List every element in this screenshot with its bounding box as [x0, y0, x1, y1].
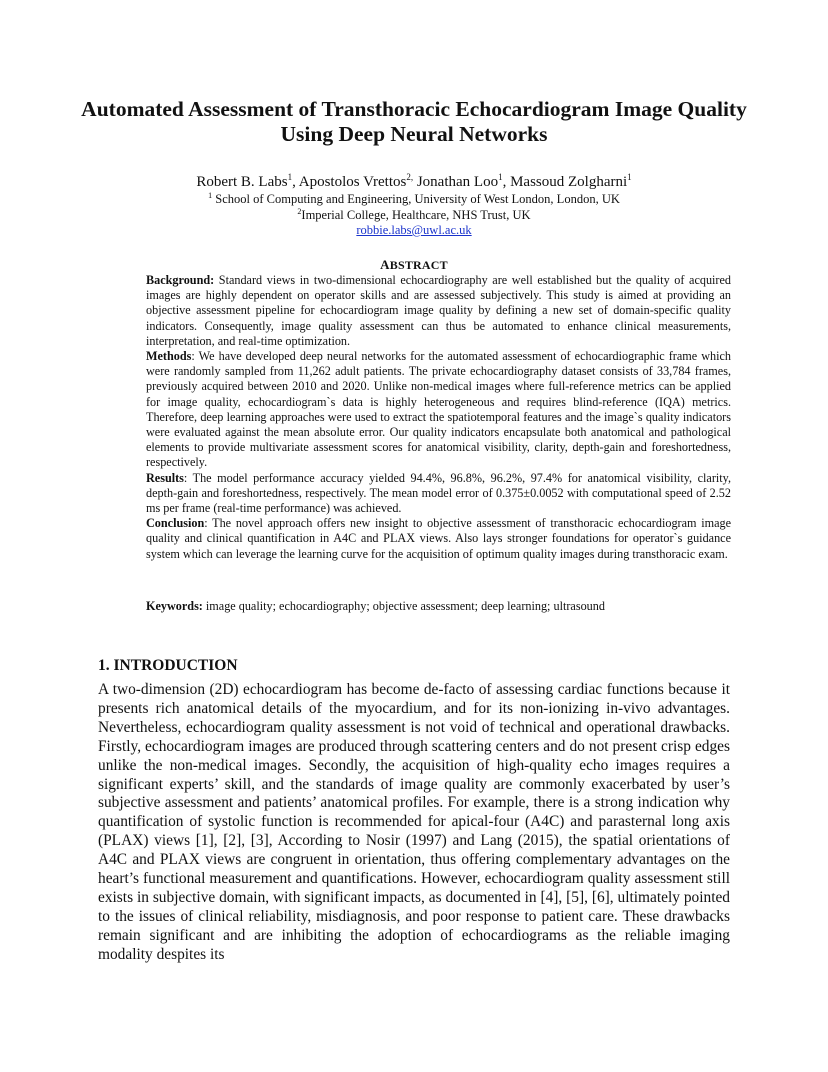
author-name: Apostolos Vrettos: [298, 174, 407, 190]
abstract-label: Methods: [146, 349, 192, 364]
affiliation-text: School of Computing and Engineering, University of West London, London, UK: [212, 192, 620, 206]
author-separator: ,: [502, 174, 511, 190]
affiliation-text: Imperial College, Healthcare, NHS Trust, UK: [301, 208, 531, 222]
section-body-text: A two-dimension (2D) echocardiogram has become de-facto of assessing cardiac functions because it presents rich anatomical details of the myocardium, and for its non-ionizing in-vivo advantages. Nevertheless, echocardiogram quality assessment is not void of technical and operational drawbacks. Firstly, echocardiogram images are produced through scattering centers and do not present crisp edges unlike the non-medical images. Secondly, the acquisition of high-quality echo images requires a significant experts’ skill, and the standards of image quality are commonly exacerbated by user’s subjective assessment and patients’ anatomical profiles. For example, there is a strong indication why quantification of systolic function is recommended for apical-four (A4C) and parasternal long axis (PLAX) views [1], [2], [3], According to Nosir (1997) and Lang (2015), the spatial orientations of A4C and PLAX views are congruent in orientation, thus offering complementary advantages on the heart’s functional measurement and quantifications. However, echocardiogram quality assessment still exists in subjective domain, with significant impacts, as documented in [4], [5], [6], ultimately pointed to the issues of clinical reliability, misdiagnosis, and poor response to patient care. These drawbacks remain significant and are inhibiting the adoption of echocardiograms as the reliable imaging modality despites its: [98, 681, 730, 963]
abstract-text: : The novel approach offers new insight to objective assessment of transthoracic echocardiogram image quality and clinical quantification in A4C and PLAX views. Also lays stronger foundations for operator`s guidance system which can leverage the learning curve for the acquisition of optimum quality images during transthoracic exam.: [146, 516, 731, 561]
author-name: Jonathan Loo: [416, 174, 499, 190]
section-heading: 1. INTRODUCTION: [98, 657, 238, 674]
author-affiliation-mark: 1: [498, 172, 503, 182]
keywords: [146, 599, 731, 614]
abstract-label: Conclusion: [146, 516, 205, 531]
author-name: Robert B. Labs: [196, 174, 288, 190]
abstract-heading-rest: BSTRACT: [389, 258, 448, 272]
affiliation-line: [60, 192, 768, 207]
affiliation-mark: 1: [208, 191, 213, 200]
keywords-text: image quality; echocardiography; objective assessment; deep learning; ultrasound: [202, 599, 605, 613]
abstract-paragraph: [146, 349, 731, 471]
email-line: [60, 223, 768, 238]
author-name: Massoud Zolgharni: [510, 174, 628, 190]
abstract-paragraph: [146, 471, 731, 517]
author-affiliation-mark: 1: [287, 172, 293, 182]
abstract-body: [146, 273, 731, 562]
paper-title: Automated Assessment of Transthoracic Echocardiogram Image Quality Using Deep Neural Networks: [81, 97, 747, 146]
affiliation-line: [60, 208, 768, 223]
keywords-label: Keywords:: [146, 599, 203, 613]
author-affiliation-mark: 2,: [406, 172, 414, 182]
abstract-paragraph: [146, 273, 731, 349]
author-separator: ,: [292, 174, 299, 190]
abstract-label: Background:: [146, 273, 215, 287]
abstract-text: : We have developed deep neural networks for the automated assessment of echocardiographic frame which were randomly sampled from 11,262 adult patients. The private echocardiography dataset consists of 33,784 frames, previously acquired between 2010 and 2020. Unlike non-medical images where full-reference metrics can be applied for image quality, echocardiogram`s data is highly heterogeneous and requires blind-reference (IQA) metrics. Therefore, deep learning approaches were used to extract the spatiotemporal features and the image`s quality indicators were evaluated against the mean absolute error. Our quality indicators encapsulate both anatomical and pathological elements to provide multivariate assessment scores for anatomical visibility, clarity, depth-gain and foreshortedness, respectively.: [146, 349, 731, 470]
abstract-text: Standard views in two-dimensional echocardiography are well established but the quality of acquired images are highly dependent on operator skills and are assessed subjectively. This study is aimed at providing an objective assessment pipeline for echocardiogram image quality by defining a new set of domain-specific quality indicators. Consequently, image quality assessment can thus be automated to enhance clinical measurements, interpretation, and real-time optimization.: [146, 273, 731, 348]
abstract-heading: [60, 257, 768, 273]
author-email-link[interactable]: robbie.labs@uwl.ac.uk: [356, 223, 472, 237]
author-list: [60, 174, 768, 191]
abstract-text: : The model performance accuracy yielded 94.4%, 96.8%, 96.2%, 97.4% for anatomical visibility, clarity, depth-gain and foreshortedness, respectively. The mean model error of 0.375±0.0052 with computational speed of 2.52 ms per frame (real-time performance) was achieved.: [146, 470, 731, 516]
abstract-paragraph: [146, 516, 731, 562]
affiliation-mark: 2: [297, 207, 302, 216]
author-affiliation-mark: 1: [627, 172, 632, 182]
abstract-heading-initial: A: [380, 257, 390, 272]
abstract-label: Results: [146, 470, 184, 485]
